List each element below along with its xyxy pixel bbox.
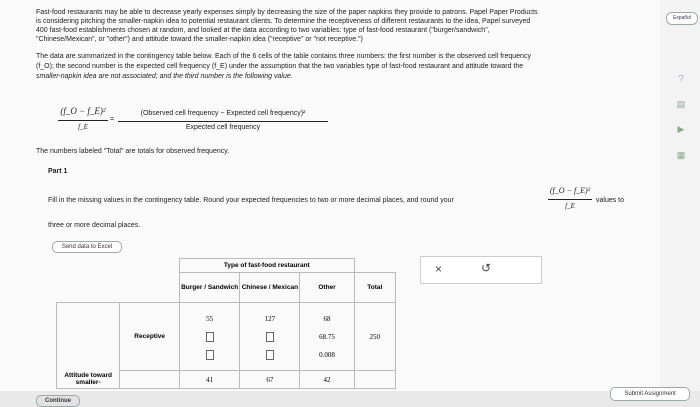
cell-value: 127 bbox=[264, 314, 276, 323]
instructions-frac-bar bbox=[548, 199, 592, 200]
instructions-text: Fill in the missing values in the contingency table. Round your expected frequencies to two or more decimal places, and round your bbox=[48, 197, 454, 204]
cell-value: 68 bbox=[323, 314, 331, 323]
contingency-table bbox=[56, 258, 396, 389]
continue-button[interactable]: Continue bbox=[36, 395, 80, 407]
chi-input[interactable] bbox=[266, 350, 274, 360]
intro-line-4: "Chinese/Mexican", or "other") and attitude toward the smaller-napkin idea ("receptive" or "not receptive.") bbox=[36, 36, 363, 43]
cell-chi: 0.008 bbox=[319, 350, 335, 359]
cell-value: 55 bbox=[206, 314, 214, 323]
cell-r2-chinese: 67 bbox=[240, 371, 300, 389]
footer-bar bbox=[0, 391, 700, 407]
instructions-line-2: three or more decimal places. bbox=[48, 222, 141, 229]
language-button[interactable]: Español bbox=[666, 12, 698, 25]
instructions-frac-numerator: (f_O − f_E)² bbox=[549, 186, 591, 195]
summary-line-3: smaller-napkin idea are not associated; and the third number is the following value. bbox=[36, 73, 293, 80]
formula-rhs-numerator: (Observed cell frequency − Expected cell frequency)² bbox=[140, 110, 306, 117]
row-receptive: Receptive bbox=[120, 303, 180, 371]
header-fast-food-type: Type of fast-food restaurant bbox=[180, 259, 355, 273]
clear-button[interactable]: × bbox=[435, 262, 443, 276]
col-burger-sandwich: Burger / Sandwich bbox=[180, 273, 240, 303]
formula-rhs-bar bbox=[118, 121, 328, 122]
help-icon[interactable]: ? bbox=[678, 74, 684, 85]
calculator-icon[interactable]: ▤ bbox=[676, 99, 686, 109]
col-chinese-mexican: Chinese / Mexican bbox=[240, 273, 300, 303]
summary-line-2: (f_O); the second number is the expected cell frequency (f_E) under the assumption that the two variables type of fast-food restaurant and attitude toward the bbox=[36, 63, 524, 70]
cell-receptive-other bbox=[300, 303, 354, 371]
formula-lhs-bar bbox=[58, 120, 108, 121]
undo-button[interactable]: ↺ bbox=[481, 261, 492, 275]
instructions-frac-denominator: f_E bbox=[565, 202, 575, 210]
formula-lhs-numerator: (f_O − f_E)² bbox=[60, 106, 106, 116]
intro-line-3: 400 fast-food establishments chosen at random, and looked at the data according to two variables: type of fast-food restaurant ("burger/sandwich", bbox=[36, 27, 490, 34]
formula-rhs-denominator: Expected cell frequency bbox=[185, 124, 261, 131]
cell-receptive-chinese bbox=[240, 303, 300, 371]
submit-assignment-button[interactable]: Submit Assignment bbox=[610, 387, 690, 401]
part-heading: Part 1 bbox=[48, 168, 68, 175]
cell-total-receptive: 250 bbox=[354, 303, 395, 371]
data-table-icon[interactable]: ▦ bbox=[676, 150, 686, 160]
chi-input[interactable] bbox=[206, 350, 214, 360]
video-icon[interactable]: ▶ bbox=[677, 124, 685, 134]
formula-lhs-denominator: f_E bbox=[78, 123, 88, 131]
col-other: Other bbox=[300, 273, 354, 303]
expected-input[interactable] bbox=[206, 332, 214, 342]
answer-tools bbox=[420, 256, 542, 284]
intro-line-2: is considering pitching the smaller-napkin idea to potential restaurant clients. To determine the receptiveness of different restaurants to the idea, Papel surveyed bbox=[36, 18, 531, 25]
cell-r2-other: 42 bbox=[300, 371, 354, 389]
cell-r2-burger: 41 bbox=[180, 371, 240, 389]
summary-line-1: The data are summarized in the contingency table below. Each of the 6 cells of the table contains three numbers: the first number is the observed cell frequency bbox=[36, 53, 531, 60]
expected-input[interactable] bbox=[266, 332, 274, 342]
intro-line-1: Fast-food restaurants may be able to decrease yearly expenses simply by decreasing the size of the paper napkins they provide to patrons. Papel Paper Products bbox=[36, 9, 538, 16]
instructions-text-2: values to bbox=[596, 197, 625, 204]
col-total: Total bbox=[354, 273, 395, 303]
cell-receptive-burger bbox=[180, 303, 240, 371]
row-group-attitude: Attitude toward smaller- bbox=[57, 303, 120, 389]
formula-equals: = bbox=[110, 116, 115, 123]
cell-expected: 68.75 bbox=[319, 332, 335, 341]
send-to-excel-button[interactable]: Send data to Excel bbox=[52, 241, 122, 253]
totals-note: The numbers labeled "Total" are totals for observed frequency. bbox=[36, 148, 230, 155]
